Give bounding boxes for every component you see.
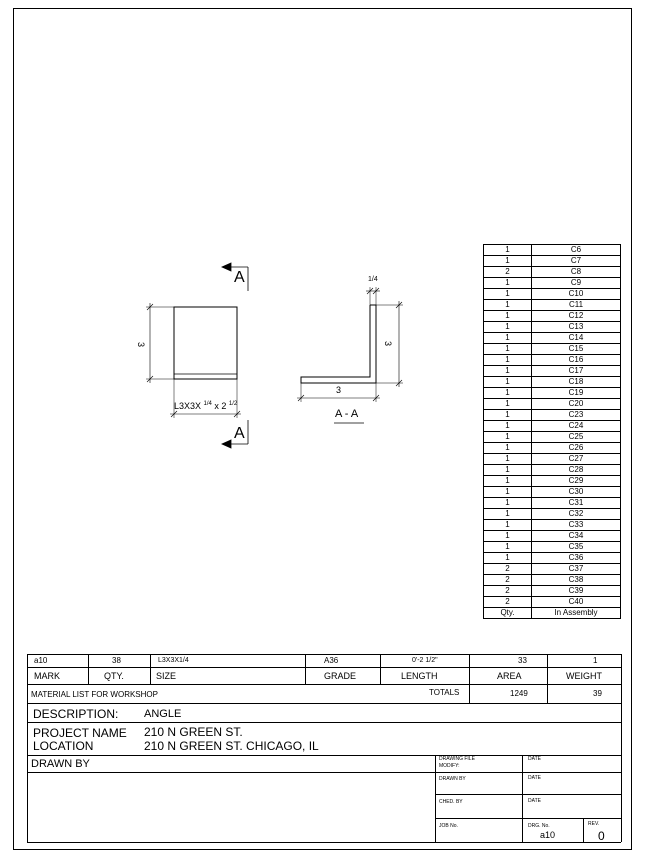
assembly-row	[484, 509, 621, 520]
header-size: SIZE	[156, 671, 177, 681]
drg-no-value: a10	[540, 830, 556, 840]
assembly-row	[484, 410, 621, 421]
assembly-qty: 2	[484, 564, 532, 575]
assembly-mark: C27	[532, 454, 621, 465]
assembly-mark: C14	[532, 333, 621, 344]
assembly-qty-header: Qty.	[484, 608, 532, 619]
assembly-row	[484, 454, 621, 465]
assembly-row	[484, 498, 621, 509]
assembly-qty: 1	[484, 498, 532, 509]
assembly-qty: 1	[484, 421, 532, 432]
assembly-row	[484, 256, 621, 267]
assembly-row	[484, 432, 621, 443]
assembly-mark: C28	[532, 465, 621, 476]
part-weight: 1	[593, 656, 598, 665]
assembly-mark: C7	[532, 256, 621, 267]
assembly-mark: C17	[532, 366, 621, 377]
assembly-mark: C15	[532, 344, 621, 355]
assembly-row	[484, 388, 621, 399]
assembly-mark: C8	[532, 267, 621, 278]
totals-label: TOTALS	[429, 688, 460, 697]
assembly-mark: C33	[532, 520, 621, 531]
assembly-mark: C23	[532, 410, 621, 421]
location-value: 210 N GREEN ST. CHICAGO, IL	[144, 739, 319, 753]
header-qty: QTY.	[104, 671, 124, 681]
assembly-row	[484, 465, 621, 476]
assembly-mark: C11	[532, 300, 621, 311]
date-label-2: DATE	[528, 775, 541, 781]
header-weight: WEIGHT	[566, 671, 602, 681]
description-value: ANGLE	[144, 708, 182, 720]
assembly-qty: 1	[484, 289, 532, 300]
assembly-qty: 2	[484, 586, 532, 597]
assembly-qty: 1	[484, 278, 532, 289]
assembly-qty: 1	[484, 465, 532, 476]
drawn-by-label: DRAWN BY	[31, 758, 90, 770]
angle-section-view	[297, 287, 403, 423]
assembly-mark: C39	[532, 586, 621, 597]
assembly-row	[484, 597, 621, 608]
assembly-qty: 2	[484, 575, 532, 586]
assembly-qty: 1	[484, 344, 532, 355]
assembly-row	[484, 267, 621, 278]
assembly-row	[484, 531, 621, 542]
project-name-label: PROJECT NAME	[33, 726, 127, 740]
assembly-mark: C13	[532, 322, 621, 333]
totals-area: 1249	[510, 689, 528, 698]
assembly-row	[484, 322, 621, 333]
assembly-mark: C34	[532, 531, 621, 542]
assembly-mark: C37	[532, 564, 621, 575]
assembly-qty: 1	[484, 333, 532, 344]
assembly-qty: 1	[484, 487, 532, 498]
assembly-header-row	[484, 608, 621, 619]
assembly-mark: C20	[532, 399, 621, 410]
header-length: LENGTH	[401, 671, 438, 681]
part-size: L3X3X1/4	[158, 657, 189, 664]
assembly-mark: C35	[532, 542, 621, 553]
totals-weight: 39	[593, 689, 602, 698]
modify-label: MODIFY:	[439, 763, 460, 769]
assembly-row	[484, 553, 621, 564]
assembly-table	[483, 244, 621, 619]
assembly-mark: C25	[532, 432, 621, 443]
assembly-mark: C19	[532, 388, 621, 399]
location-label: LOCATION	[33, 739, 94, 753]
assembly-qty: 1	[484, 388, 532, 399]
section-marker-bottom-label: A	[234, 425, 245, 442]
assembly-qty: 1	[484, 520, 532, 531]
assembly-row	[484, 476, 621, 487]
plate-size-label: L3X3X $^{1/4}$ x 2 $^{1/2}$	[174, 401, 238, 411]
assembly-qty: 1	[484, 454, 532, 465]
assembly-mark: C38	[532, 575, 621, 586]
assembly-mark: C10	[532, 289, 621, 300]
rev-label: REV.	[588, 821, 600, 827]
assembly-qty: 1	[484, 553, 532, 564]
assembly-qty: 1	[484, 311, 532, 322]
assembly-qty: 1	[484, 245, 532, 256]
assembly-mark: C31	[532, 498, 621, 509]
assembly-row	[484, 520, 621, 531]
part-mark: a10	[34, 656, 48, 665]
angle-thickness-dim: 1/4	[368, 276, 378, 283]
assembly-mark: C16	[532, 355, 621, 366]
plate-height-dim: 3	[136, 341, 147, 348]
assembly-row	[484, 487, 621, 498]
assembly-qty: 1	[484, 476, 532, 487]
header-mark: MARK	[34, 671, 61, 681]
assembly-mark: C29	[532, 476, 621, 487]
checked-by-label: CHED. BY	[439, 799, 463, 805]
assembly-in-assembly-header: In Assembly	[532, 608, 621, 619]
assembly-row	[484, 355, 621, 366]
material-list-title: MATERIAL LIST FOR WORKSHOP	[31, 690, 158, 699]
assembly-mark: C40	[532, 597, 621, 608]
description-label: DESCRIPTION:	[33, 707, 119, 721]
assembly-row	[484, 421, 621, 432]
assembly-qty: 2	[484, 267, 532, 278]
assembly-mark: C26	[532, 443, 621, 454]
assembly-mark: C30	[532, 487, 621, 498]
drg-no-label: DRG. No.	[528, 823, 550, 829]
assembly-row	[484, 377, 621, 388]
assembly-mark: C9	[532, 278, 621, 289]
assembly-qty: 1	[484, 432, 532, 443]
assembly-row	[484, 245, 621, 256]
part-qty: 38	[112, 656, 121, 665]
part-area: 33	[518, 656, 527, 665]
assembly-row	[484, 586, 621, 597]
assembly-qty: 1	[484, 300, 532, 311]
assembly-row	[484, 333, 621, 344]
assembly-qty: 1	[484, 410, 532, 421]
job-no-label: JOB No.	[439, 823, 458, 829]
assembly-mark: C18	[532, 377, 621, 388]
assembly-row	[484, 289, 621, 300]
assembly-qty: 1	[484, 377, 532, 388]
assembly-mark: C6	[532, 245, 621, 256]
assembly-mark: C32	[532, 509, 621, 520]
assembly-row	[484, 399, 621, 410]
assembly-row	[484, 300, 621, 311]
assembly-qty: 1	[484, 443, 532, 454]
assembly-mark: C12	[532, 311, 621, 322]
assembly-qty: 1	[484, 399, 532, 410]
date-label-3: DATE	[528, 798, 541, 804]
assembly-mark: C24	[532, 421, 621, 432]
assembly-qty: 1	[484, 366, 532, 377]
assembly-row	[484, 278, 621, 289]
section-label: A - A	[335, 408, 359, 420]
drawn-by-small-label: DRAWN BY	[439, 776, 466, 782]
header-area: AREA	[497, 671, 522, 681]
assembly-qty: 1	[484, 509, 532, 520]
assembly-row	[484, 344, 621, 355]
section-marker-top-label: A	[234, 269, 245, 286]
assembly-row	[484, 311, 621, 322]
assembly-qty: 2	[484, 597, 532, 608]
assembly-mark: C36	[532, 553, 621, 564]
assembly-row	[484, 443, 621, 454]
header-grade: GRADE	[324, 671, 357, 681]
rev-value: 0	[598, 829, 605, 843]
assembly-qty: 1	[484, 256, 532, 267]
assembly-qty: 1	[484, 322, 532, 333]
assembly-row	[484, 564, 621, 575]
assembly-qty: 1	[484, 355, 532, 366]
assembly-row	[484, 575, 621, 586]
project-name-value: 210 N GREEN ST.	[144, 725, 243, 739]
assembly-row	[484, 366, 621, 377]
assembly-qty: 1	[484, 531, 532, 542]
part-length: 0'-2 1/2"	[412, 657, 438, 664]
drawing-file-label: DRAWING FILE	[439, 756, 475, 762]
angle-width-dim: 3	[336, 385, 342, 395]
assembly-row	[484, 542, 621, 553]
angle-height-dim: 3	[383, 340, 394, 347]
date-label-1: DATE	[528, 756, 541, 762]
part-grade: A36	[324, 656, 339, 665]
assembly-qty: 1	[484, 542, 532, 553]
